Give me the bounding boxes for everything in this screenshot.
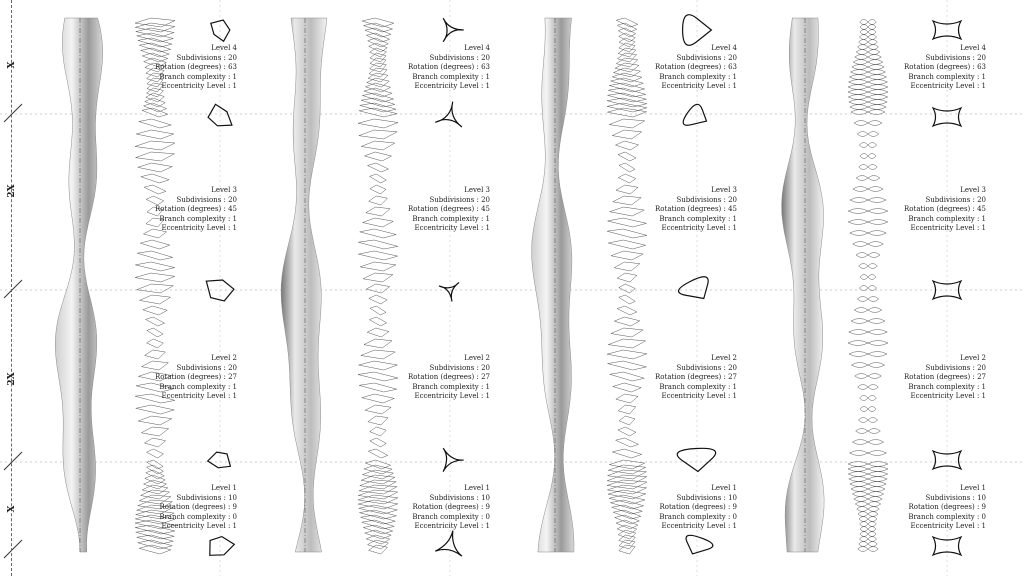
wireframe-section [848, 341, 888, 346]
level-branch-text: Branch complexity : 1 [659, 214, 737, 223]
level-level-text: Level 2 [211, 354, 237, 362]
axis-label-2x-lower: 2X [7, 372, 17, 386]
level-level-text: Level 3 [464, 186, 490, 194]
level-eccentricity-text: Eccentricity Level : 1 [661, 224, 737, 232]
section-outline [679, 277, 709, 299]
wireframe-section [849, 330, 887, 335]
section-outline [443, 18, 463, 42]
wireframe-section [370, 174, 387, 183]
wireframe-section [607, 470, 646, 479]
level-parameters [117, 354, 237, 402]
level-rotation-text: Rotation (degrees) : 63 [155, 63, 237, 71]
wireframe-section [138, 163, 173, 172]
wireframe-section [363, 23, 392, 32]
level-rotation-text: Rotation (degrees) : 27 [155, 373, 237, 381]
wireframe-section [858, 547, 879, 552]
wireframe-section [611, 251, 643, 260]
wireframe-section [618, 174, 635, 183]
level-rotation-text: Rotation (degrees) : 63 [408, 63, 490, 71]
wireframe-section [138, 416, 172, 425]
twisted-tower [55, 18, 103, 552]
level-subdivisions-text: Subdivisions : 20 [676, 363, 737, 372]
wireframe-section [363, 273, 393, 282]
wireframe-section [137, 251, 173, 260]
level-subdivisions-text: Subdivisions : 10 [429, 493, 490, 502]
level-rotation-text: Rotation (degrees) : 9 [908, 503, 986, 511]
wireframe-section [619, 284, 635, 293]
level-level-text: Level 1 [464, 484, 490, 492]
wireframe-section [136, 405, 174, 414]
wireframe-section [358, 119, 398, 128]
level-rotation-text: Rotation (degrees) : 9 [159, 503, 237, 511]
wireframe-section [849, 477, 887, 482]
wireframe-section [135, 273, 175, 282]
wireframe-section [145, 317, 164, 326]
twisted-tower [281, 18, 327, 552]
wireframe-section [617, 23, 636, 32]
axis-tick [4, 104, 22, 122]
level-subdivisions-text: Subdivisions : 20 [429, 53, 490, 62]
wireframe-section [616, 438, 639, 447]
level-eccentricity-text: Eccentricity Level : 1 [161, 392, 237, 400]
level-level-text: Level 4 [960, 44, 986, 52]
level-level-text: Level 2 [464, 354, 490, 362]
wireframe-section [859, 143, 876, 148]
level-rotation-text: Rotation (degrees) : 45 [408, 205, 490, 213]
wireframe-section [618, 405, 636, 414]
level-level-text: Level 1 [211, 484, 237, 492]
wireframe-section [859, 165, 877, 170]
wireframe-section [849, 100, 887, 105]
section-outline [435, 531, 462, 556]
level-eccentricity-text: Eccentricity Level : 1 [161, 522, 237, 530]
level-subdivisions-text: Subdivisions : 20 [176, 53, 237, 62]
wireframe-section [364, 339, 392, 348]
level-branch-text: Branch complexity : 1 [908, 382, 986, 391]
wireframe-section [860, 25, 876, 30]
level-level-text: Level 4 [464, 44, 490, 52]
wireframe-section [859, 264, 878, 269]
wireframe-section [146, 93, 164, 102]
wireframe-section [145, 98, 165, 107]
level-subdivisions-text: Subdivisions : 20 [925, 195, 986, 204]
level-eccentricity-text: Eccentricity Level : 1 [161, 82, 237, 90]
wireframe-section [608, 339, 645, 348]
level-parameters [370, 354, 490, 402]
wireframe-section [362, 18, 394, 27]
wireframe-section [616, 18, 638, 27]
level-level-text: Level 1 [960, 484, 986, 492]
wireframe-section [860, 30, 876, 35]
wireframe-section [139, 295, 170, 304]
level-eccentricity-text: Eccentricity Level : 1 [414, 82, 490, 90]
level-parameters [370, 186, 490, 234]
wireframe-section [851, 319, 885, 324]
wireframe-section [361, 141, 394, 150]
level-parameters [370, 484, 490, 532]
level-eccentricity-text: Eccentricity Level : 1 [661, 522, 737, 530]
wireframe-section [612, 449, 641, 458]
wireframe-section [360, 103, 396, 112]
wireframe-section [141, 427, 168, 436]
level-level-text: Level 2 [960, 354, 986, 362]
level-eccentricity-text: Eccentricity Level : 1 [414, 224, 490, 232]
level-level-text: Level 4 [711, 44, 737, 52]
level-parameters [117, 44, 237, 92]
level-rotation-text: Rotation (degrees) : 27 [655, 373, 737, 381]
wireframe-section [614, 262, 640, 271]
section-outline [208, 452, 231, 468]
level-subdivisions-text: Subdivisions : 20 [676, 195, 737, 204]
wireframe-section [859, 542, 877, 547]
level-eccentricity-text: Eccentricity Level : 1 [910, 522, 986, 530]
level-rotation-text: Rotation (degrees) : 9 [412, 503, 490, 511]
section-outline [677, 448, 715, 471]
wireframe-section [361, 475, 395, 484]
wireframe-section [147, 339, 164, 348]
level-subdivisions-text: Subdivisions : 20 [176, 363, 237, 372]
wireframe-section [139, 119, 171, 128]
wireframe-section [614, 317, 640, 326]
level-level-text: Level 4 [211, 44, 237, 52]
level-branch-text: Branch complexity : 0 [159, 512, 237, 521]
wireframe-section [859, 286, 876, 291]
wireframe-section [860, 20, 877, 25]
wireframe-section [369, 317, 386, 326]
level-eccentricity-text: Eccentricity Level : 1 [661, 392, 737, 400]
twisted-tower [782, 18, 825, 552]
level-level-text: Level 3 [960, 186, 986, 194]
wireframe-section [362, 470, 393, 479]
wireframe-section [612, 130, 641, 139]
level-subdivisions-text: Subdivisions : 10 [925, 493, 986, 502]
wireframe-section [848, 467, 888, 472]
wireframe-section [852, 440, 883, 445]
level-parameters [866, 186, 986, 234]
level-branch-text: Branch complexity : 1 [659, 382, 737, 391]
wireframe-section [854, 121, 882, 126]
wireframe-section-stack [358, 18, 398, 554]
wireframe-section [619, 295, 635, 304]
wireframe-section [143, 306, 168, 315]
wireframe-section [858, 418, 877, 423]
axis-label-2x-upper: 2X [7, 184, 17, 198]
level-branch-text: Branch complexity : 0 [659, 512, 737, 521]
wireframe-section-stack [135, 18, 175, 554]
wireframe-section [608, 240, 645, 249]
wireframe-section [147, 465, 164, 474]
wireframe-section [607, 108, 646, 117]
wireframe-section [368, 163, 389, 172]
wireframe-section [358, 240, 398, 249]
wireframe-section [136, 28, 174, 37]
level-branch-text: Branch complexity : 1 [412, 214, 490, 223]
wireframe-section-stack [607, 18, 647, 554]
wireframe-section [365, 405, 391, 414]
wireframe-section [360, 262, 396, 271]
section-outline [210, 537, 235, 556]
level-branch-text: Branch complexity : 1 [412, 72, 490, 81]
axis-tick [4, 540, 22, 558]
wireframe-section [619, 416, 635, 425]
level-subdivisions-text: Subdivisions : 20 [429, 195, 490, 204]
wireframe-section [359, 108, 397, 117]
level-subdivisions-text: Subdivisions : 20 [676, 53, 737, 62]
wireframe-section [358, 251, 397, 260]
wireframe-section [140, 240, 170, 249]
wireframe-section [361, 98, 395, 107]
wireframe-section [860, 532, 876, 537]
wireframe-section [136, 152, 175, 161]
level-branch-text: Branch complexity : 1 [159, 72, 237, 81]
level-branch-text: Branch complexity : 1 [412, 382, 490, 391]
wireframe-section [860, 154, 876, 159]
axis-tick [4, 280, 22, 298]
wireframe-section [850, 105, 886, 110]
level-parameters [617, 484, 737, 532]
wireframe-section [859, 35, 876, 40]
wireframe-section [857, 297, 878, 302]
wireframe-section [136, 130, 174, 139]
wireframe-section [144, 438, 165, 447]
level-subdivisions-text: Subdivisions : 10 [176, 493, 237, 502]
wireframe-section [611, 328, 643, 337]
level-subdivisions-text: Subdivisions : 20 [925, 53, 986, 62]
level-branch-text: Branch complexity : 1 [908, 72, 986, 81]
wireframe-section [856, 176, 880, 181]
level-subdivisions-text: Subdivisions : 20 [429, 363, 490, 372]
level-parameters [617, 354, 737, 402]
level-branch-text: Branch complexity : 1 [908, 214, 986, 223]
wireframe-section [856, 429, 881, 434]
level-parameters [866, 354, 986, 402]
wireframe-section [618, 152, 636, 161]
wireframe-section [617, 273, 637, 282]
level-parameters [617, 186, 737, 234]
wireframe-section [135, 23, 175, 32]
wireframe-section [607, 98, 647, 107]
section-outline [211, 20, 230, 41]
wireframe-section [370, 427, 387, 436]
wireframe-section [137, 33, 174, 42]
axis-label-x-bottom: X [7, 505, 17, 513]
level-eccentricity-text: Eccentricity Level : 1 [661, 82, 737, 90]
wireframe-section [618, 28, 636, 37]
wireframe-section [609, 119, 644, 128]
wireframe-section [860, 407, 876, 412]
wireframe-section [619, 163, 635, 172]
level-eccentricity-text: Eccentricity Level : 1 [414, 522, 490, 530]
level-subdivisions-text: Subdivisions : 20 [925, 363, 986, 372]
wireframe-section [853, 242, 883, 247]
level-subdivisions-text: Subdivisions : 10 [676, 493, 737, 502]
level-level-text: Level 3 [711, 186, 737, 194]
level-branch-text: Branch complexity : 1 [159, 214, 237, 223]
wireframe-section [144, 103, 167, 112]
wireframe-section [856, 253, 880, 258]
wireframe-section [147, 460, 163, 469]
level-rotation-text: Rotation (degrees) : 45 [904, 205, 986, 213]
wireframe-section [860, 537, 877, 542]
wireframe-section [608, 465, 646, 474]
wireframe-section [364, 152, 391, 161]
wireframe-section [368, 449, 388, 458]
axis-label-x-top: X [7, 61, 17, 69]
level-eccentricity-text: Eccentricity Level : 1 [910, 392, 986, 400]
level-eccentricity-text: Eccentricity Level : 1 [910, 82, 986, 90]
section-outline [435, 102, 462, 127]
wireframe-section [609, 460, 644, 469]
wireframe-section [365, 28, 391, 37]
wireframe-section [146, 449, 163, 458]
wireframe-section-stack [848, 20, 888, 552]
level-rotation-text: Rotation (degrees) : 27 [904, 373, 986, 381]
level-branch-text: Branch complexity : 0 [412, 512, 490, 521]
wireframe-section [367, 328, 389, 337]
level-parameters [370, 44, 490, 92]
wireframe-section [359, 130, 397, 139]
level-subdivisions-text: Subdivisions : 20 [176, 195, 237, 204]
level-rotation-text: Rotation (degrees) : 27 [408, 373, 490, 381]
level-branch-text: Branch complexity : 1 [659, 72, 737, 81]
wireframe-section [615, 141, 638, 150]
wireframe-section [618, 427, 636, 436]
level-rotation-text: Rotation (degrees) : 9 [659, 503, 737, 511]
level-rotation-text: Rotation (degrees) : 45 [655, 205, 737, 213]
level-branch-text: Branch complexity : 0 [908, 512, 986, 521]
wireframe-section [137, 284, 174, 293]
wireframe-section [368, 416, 388, 425]
level-rotation-text: Rotation (degrees) : 63 [655, 63, 737, 71]
wireframe-section [139, 545, 171, 554]
axis-tick [4, 452, 22, 470]
wireframe-section [366, 33, 389, 42]
wireframe-section [860, 275, 876, 280]
wireframe-section [146, 470, 164, 479]
level-level-text: Level 2 [711, 354, 737, 362]
wireframe-section [617, 306, 637, 315]
wireframe-section [369, 295, 387, 304]
level-eccentricity-text: Eccentricity Level : 1 [161, 224, 237, 232]
level-parameters [866, 44, 986, 92]
wireframe-section [848, 95, 887, 100]
level-parameters [617, 44, 737, 92]
level-eccentricity-text: Eccentricity Level : 1 [910, 224, 986, 232]
level-parameters [866, 484, 986, 532]
wireframe-section [850, 451, 887, 456]
wireframe-section [137, 535, 174, 544]
section-outline [686, 535, 713, 554]
level-rotation-text: Rotation (degrees) : 45 [155, 205, 237, 213]
level-rotation-text: Rotation (degrees) : 63 [904, 63, 986, 71]
wireframe-section [368, 540, 389, 549]
wireframe-section [138, 540, 173, 549]
wireframe-section [370, 438, 386, 447]
level-parameters [117, 186, 237, 234]
level-eccentricity-text: Eccentricity Level : 1 [414, 392, 490, 400]
wireframe-section [854, 308, 881, 313]
wireframe-section [370, 306, 386, 315]
wireframe-section [607, 93, 646, 102]
level-level-text: Level 3 [211, 186, 237, 194]
height-axis [11, 0, 12, 576]
wireframe-section [141, 174, 169, 183]
level-branch-text: Branch complexity : 1 [159, 382, 237, 391]
wireframe-section [147, 328, 163, 337]
section-outline [439, 283, 459, 302]
level-parameters [117, 484, 237, 532]
level-level-text: Level 1 [711, 484, 737, 492]
wireframe-section [135, 262, 174, 271]
wireframe-section [857, 132, 878, 137]
wireframe-section [135, 141, 175, 150]
section-outline [443, 448, 464, 472]
wireframe-section [366, 284, 389, 293]
section-outline [683, 104, 706, 125]
twisted-tower [532, 18, 574, 552]
wireframe-section [848, 472, 887, 477]
